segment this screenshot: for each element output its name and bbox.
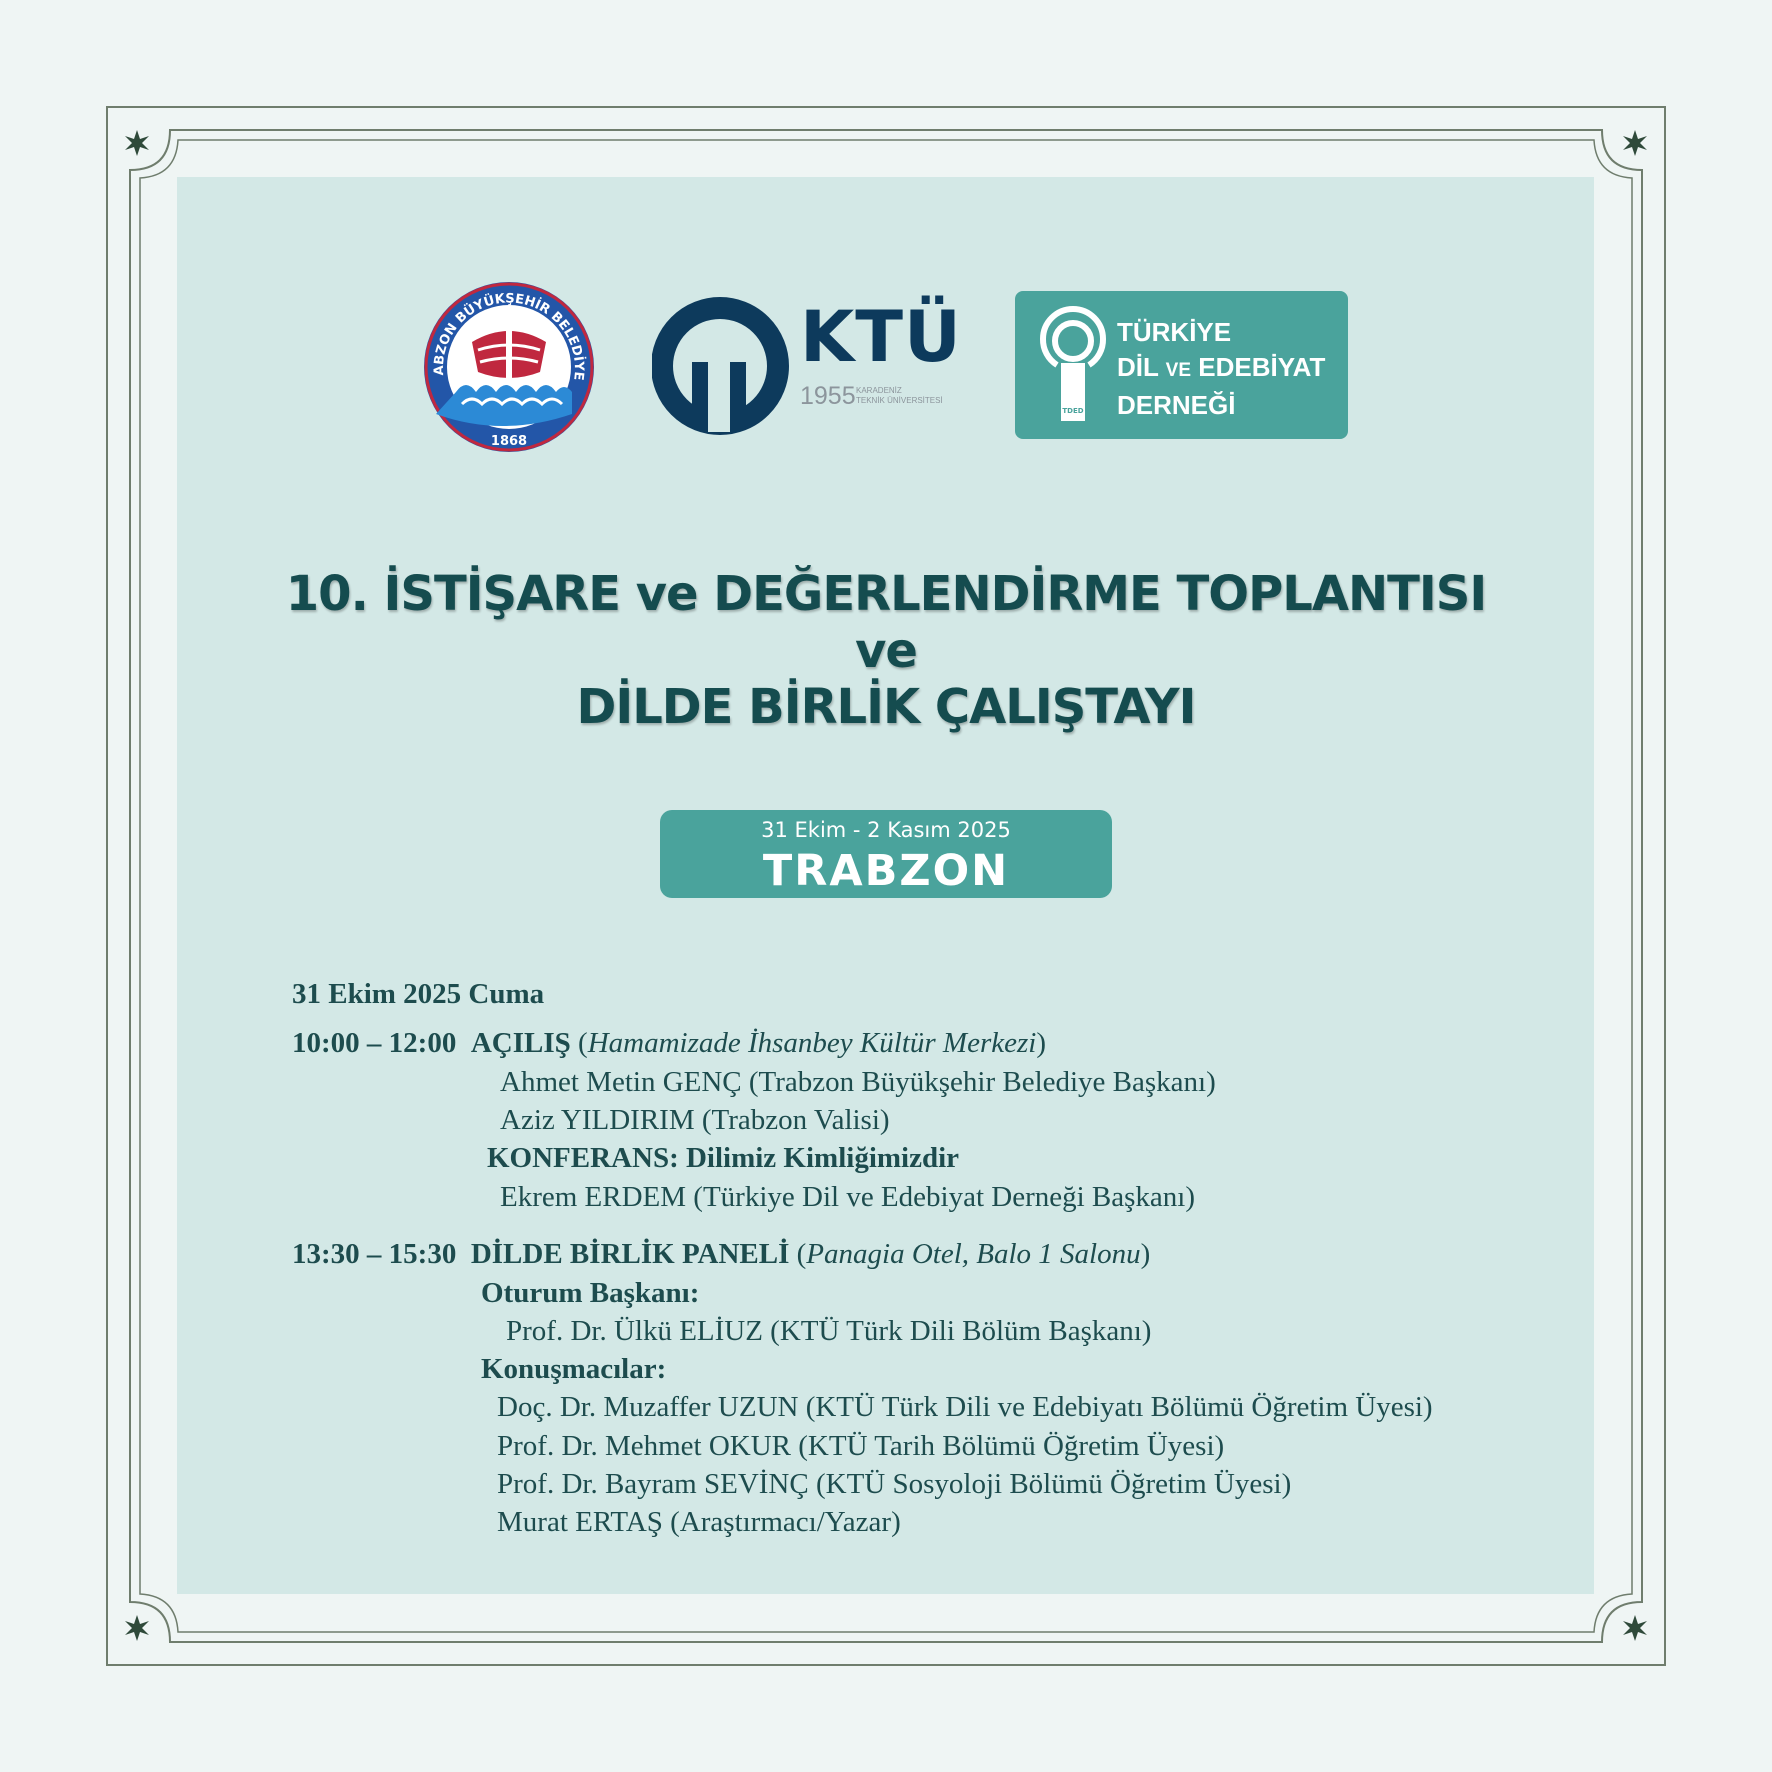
- event-date-badge: [660, 810, 1112, 898]
- panel-speaker: Prof. Dr. Mehmet OKUR (KTÜ Tarih Bölümü Öğretim Üyesi): [497, 1430, 1225, 1462]
- tded-name: TÜRKİYE DİL VE EDEBİYAT DERNEĞİ: [1117, 317, 1326, 420]
- trabzon-municipality-logo: [422, 280, 596, 454]
- panel-speaker: Murat ERTAŞ (Araştırmacı/Yazar): [497, 1506, 901, 1538]
- session-1-header: 10:00 – 12:00 AÇILIŞ (Hamamizade İhsanbey Kültür Merkezi): [292, 1027, 1046, 1059]
- conference-title: KONFERANS: Dilimiz Kimliğimizdir: [487, 1142, 960, 1174]
- speakers-label: Konuşmacılar:: [481, 1353, 667, 1385]
- ktu-subtitle: KARADENİZ TEKNİK ÜNİVERSİTESİ: [856, 386, 943, 405]
- svg-text:TDED: TDED: [1062, 407, 1084, 415]
- main-title-line-3: DİLDE BİRLİK ÇALIŞTAYI: [576, 679, 1196, 735]
- svg-text:TRABZON BÜYÜKŞEHİR BELEDİYESİ: ABZON BÜYÜKŞEHİR BELEDİYE: [431, 291, 587, 382]
- session-1-time: 10:00 – 12:00: [292, 1027, 457, 1059]
- chair-label: Oturum Başkanı:: [481, 1277, 700, 1309]
- chair-name: Prof. Dr. Ülkü ELİUZ (KTÜ Türk Dili Bölüm Başkanı): [506, 1315, 1152, 1347]
- tded-logo: [1015, 291, 1348, 439]
- ktu-letters: KTÜ: [800, 296, 962, 378]
- session-1-venue: Hamamizade İhsanbey Kültür Merkezi: [587, 1027, 1037, 1059]
- session-1-speaker: Aziz YILDIRIM (Trabzon Valisi): [500, 1104, 890, 1136]
- session-2-time: 13:30 – 15:30: [292, 1238, 457, 1270]
- panel-speaker: Doç. Dr. Muzaffer UZUN (KTÜ Türk Dili ve Edebiyatı Bölümü Öğretim Üyesi): [497, 1391, 1433, 1423]
- ktu-logo: [652, 296, 962, 436]
- ktu-year: 1955: [800, 382, 856, 410]
- event-dates: 31 Ekim - 2 Kasım 2025: [761, 818, 1011, 842]
- conference-speaker: Ekrem ERDEM (Türkiye Dil ve Edebiyat Derneği Başkanı): [500, 1181, 1195, 1213]
- session-2-title: DİLDE BİRLİK PANELİ: [470, 1238, 790, 1270]
- svg-text:1868: 1868: [490, 434, 528, 449]
- session-1-speaker: Ahmet Metin GENÇ (Trabzon Büyükşehir Belediye Başkanı): [500, 1066, 1216, 1098]
- main-title-line-1: 10. İSTİŞARE ve DEĞERLENDİRME TOPLANTISI: [285, 566, 1487, 622]
- panel-speaker: Prof. Dr. Bayram SEVİNÇ (KTÜ Sosyoloji Bölümü Öğretim Üyesi): [497, 1468, 1292, 1500]
- session-2-venue: Panagia Otel, Balo 1 Salonu: [806, 1238, 1141, 1270]
- main-title-line-2: ve: [855, 623, 917, 679]
- session-2-header: 13:30 – 15:30 DİLDE BİRLİK PANELİ (Panagia Otel, Balo 1 Salonu): [292, 1238, 1151, 1270]
- event-city: TRABZON: [762, 846, 1010, 896]
- program-day: 31 Ekim 2025 Cuma: [292, 978, 545, 1010]
- session-1-title: AÇILIŞ: [470, 1027, 571, 1059]
